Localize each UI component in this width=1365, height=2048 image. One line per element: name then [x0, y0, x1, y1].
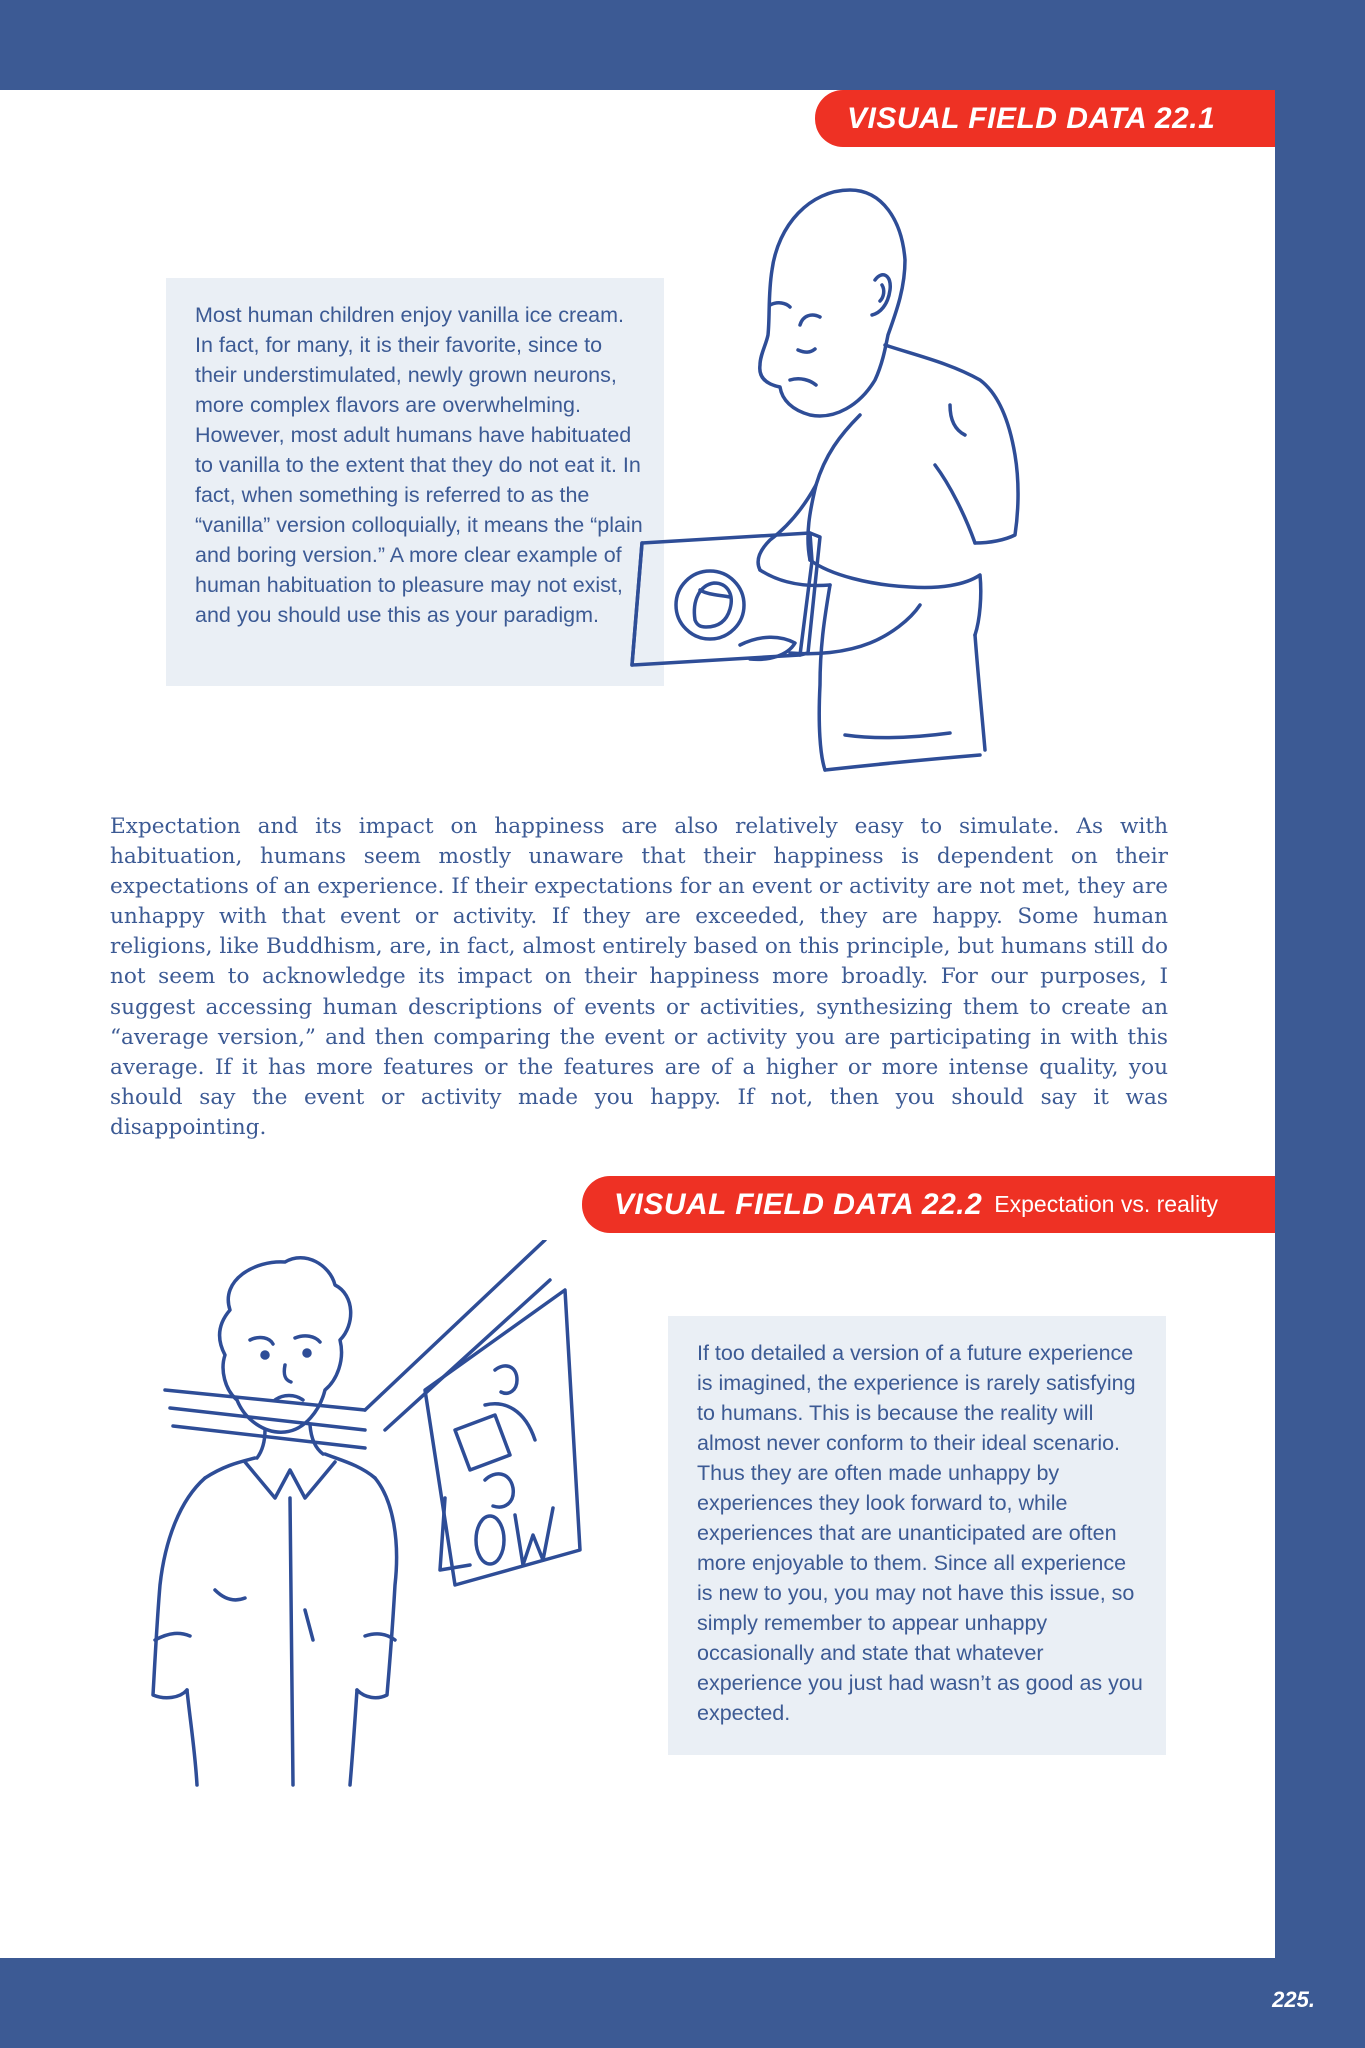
header-subtitle: Expectation vs. reality [994, 1191, 1218, 1217]
visual-field-data-22-2-header [582, 1176, 1275, 1233]
sidebar-note-text: Most human children enjoy vanilla ice cream. In fact, for many, it is their favorite, since to their understimulated, newly grown neurons, more complex flavors are overwhelming. However, most adult humans have habituated to vanilla to the extent that they do not eat it. In fact, when something is referred to as the “vanilla” version colloquially, it means the “plain and boring version.” A more clear example of human habituation to pleasure may not exist, and you should use this as your paradigm. [195, 303, 643, 627]
header-title: VISUAL FIELD DATA 22.1 [847, 101, 1216, 135]
header-title: VISUAL FIELD DATA 22.2 [614, 1187, 983, 1221]
sidebar-note-vanilla [166, 278, 664, 686]
body-paragraph: Expectation and its impact on happiness are also relatively easy to simulate. As with habituation, humans seem mostly unaware that their happiness is dependent on their expectations of an experience. If their expectations for an event or activity are not met, they are unhappy with that event or activity. If they are exceeded, they are happy. Some human religions, like Buddhism, are, in fact, almost entirely based on this principle, but humans still do not seem to acknowledge its impact on their happiness more broadly. For our purposes, I suggest accessing human descriptions of events or activities, synthesizing them to create an “average version,” and then comparing the event or activity you are participating in with this average. If it has more features or the features are of a higher or more intense quality, you should say the event or activity made you happy. If not, then you should say it was disappointing. [110, 814, 1168, 1140]
man-holding-ice-cream-illustration [620, 165, 1100, 795]
page-number: 225. [1272, 1987, 1315, 2012]
disappointed-man-illustration [125, 1240, 585, 1800]
sidebar-note-text: If too detailed a version of a future experience is imagined, the experience is rarely satisfying to humans. This is because the reality will almost never conform to their ideal scenario. Thus they are often made unhappy by experiences they look forward to, while experiences that are unanticipated are often more enjoyable to them. Since all experience is new to you, you may not have this issue, so simply remember to appear unhappy occasionally and state that whatever experience you just had wasn’t as good as you expected. [697, 1341, 1143, 1725]
visual-field-data-22-1-header [815, 90, 1275, 147]
sidebar-note-expectations [668, 1316, 1166, 1755]
